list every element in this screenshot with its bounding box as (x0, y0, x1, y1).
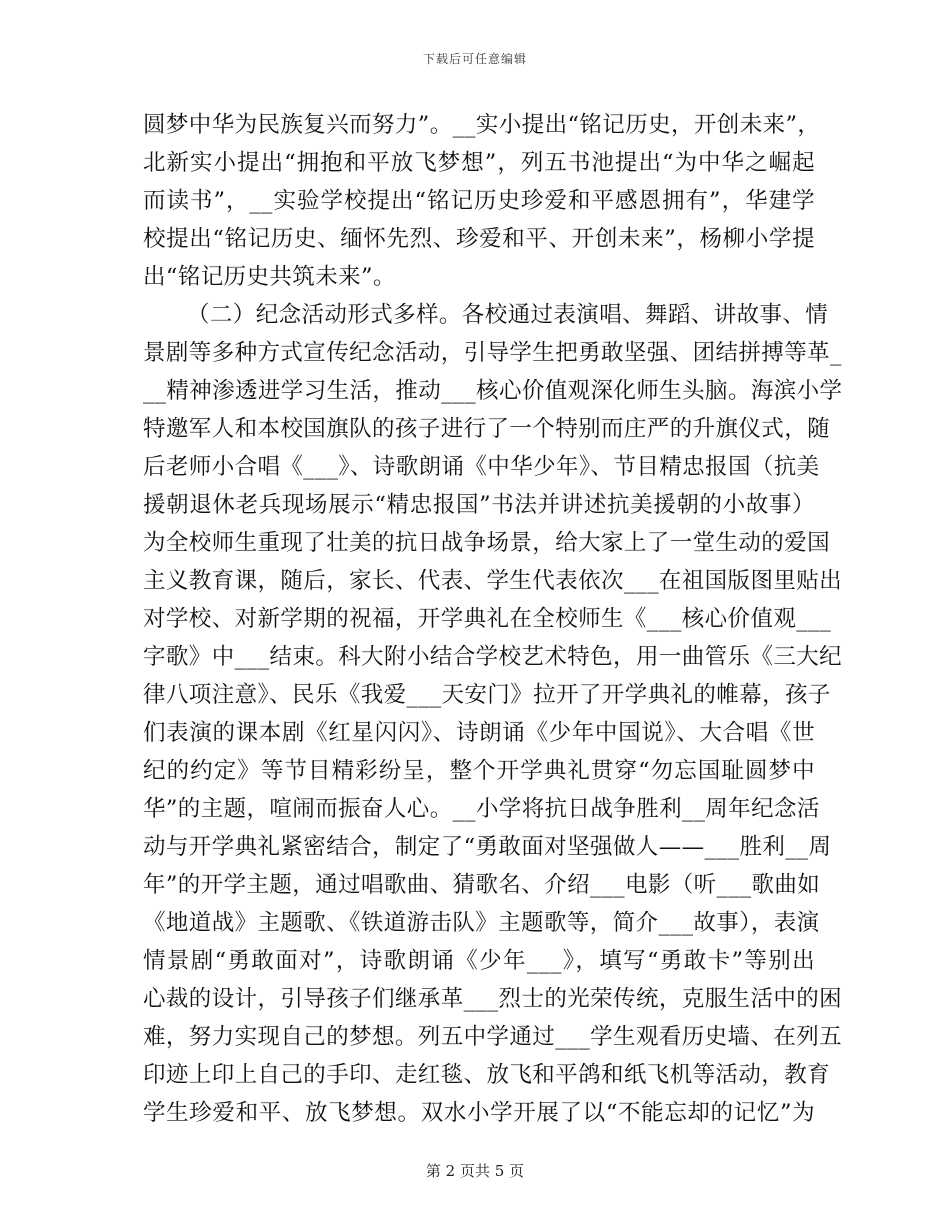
text-line: 律八项注意》、民乐《我爱___天安门》拉开了开学典礼的帷幕，孩子 (143, 682, 831, 708)
text-line: 后老师小合唱《___》、诗歌朗诵《中华少年》、节目精忠报国（抗美 (143, 454, 820, 480)
text-line: 对学校、对新学期的祝福，开学典礼在全校师生《___核心价值观___ (143, 606, 832, 632)
text-line: 纪的约定》等节目精彩纷呈，整个开学典礼贯穿“勿忘国耻圆梦中 (143, 758, 815, 784)
text-line: 动与开学典礼紧密结合，制定了“勇敢面对坚强做人——___胜利__周 (143, 834, 832, 860)
text-line: 特邀军人和本校国旗队的孩子进行了一个特别而庄严的升旗仪式，随 (143, 416, 831, 442)
text-line: 而读书”，__实验学校提出“铭记历史珍爱和平感恩拥有”，华建学 (143, 188, 815, 214)
page-header: 下载后可任意编辑 (422, 52, 527, 66)
text-line: 们表演的课本剧《红星闪闪》、诗朗诵《少年中国说》、大合唱《世 (143, 720, 815, 746)
text-line: 北新实小提出“拥抱和平放飞梦想”，列五书池提出“为中华之崛起 (143, 150, 815, 176)
text-line: 主义教育课，随后，家长、代表、学生代表依次___在祖国版图里贴出 (143, 568, 843, 594)
text-line: 印迹上印上自己的手印、走红毯、放飞和平鸽和纸飞机等活动，教育 (143, 1062, 831, 1088)
text-line: 为全校师生重现了壮美的抗日战争场景，给大家上了一堂生动的爱国 (143, 530, 831, 556)
text-line: 校提出“铭记历史、缅怀先烈、珍爱和平、开创未来”，杨柳小学提 (143, 226, 815, 252)
page-number: 第 2 页共 5 页 (425, 1162, 525, 1180)
text-line: 出“铭记历史共筑未来”。 (143, 264, 396, 290)
text-line: 圆梦中华为民族复兴而努力”。__实小提出“铭记历史，开创未来”， (143, 112, 821, 138)
text-line: 景剧等多种方式宣传纪念活动，引导学生把勇敢坚强、团结拼搏等革_ (143, 340, 842, 366)
text-line: 年”的开学主题，通过唱歌曲、猜歌名、介绍___电影（听___歌曲如 (143, 872, 821, 898)
text-line: 字歌》中___结束。科大附小结合学校艺术特色，用一曲管乐《三大纪 (143, 644, 843, 670)
text-line: 情景剧“勇敢面对”，诗歌朗诵《少年___》，填写“勇敢卡”等别出 (143, 948, 815, 974)
text-line: 华”的主题，喧闹而振奋人心。__小学将抗日战争胜利__周年纪念活 (143, 796, 820, 822)
text-line: 难，努力实现自己的梦想。列五中学通过___学生观看历史墙、在列五 (143, 1024, 843, 1050)
paragraph-start-line: （二）纪念活动形式多样。各校通过表演唱、舞蹈、讲故事、情 (187, 302, 829, 328)
text-line: __精神渗透进学习生活，推动___核心价值观深化师生头脑。海滨小学 (143, 378, 843, 404)
text-line: 学生珍爱和平、放飞梦想。双水小学开展了以“不能忘却的记忆”为 (143, 1100, 815, 1126)
document-body (143, 106, 843, 1132)
text-line: 《地道战》主题歌、《铁道游击队》主题歌等，简介___故事），表演 (143, 910, 820, 936)
text-line: 心裁的设计，引导孩子们继承革___烈士的光荣传统，克服生活中的困 (143, 986, 843, 1012)
text-line: 援朝退休老兵现场展示“精忠报国”书法并讲述抗美援朝的小故事） (143, 492, 815, 518)
